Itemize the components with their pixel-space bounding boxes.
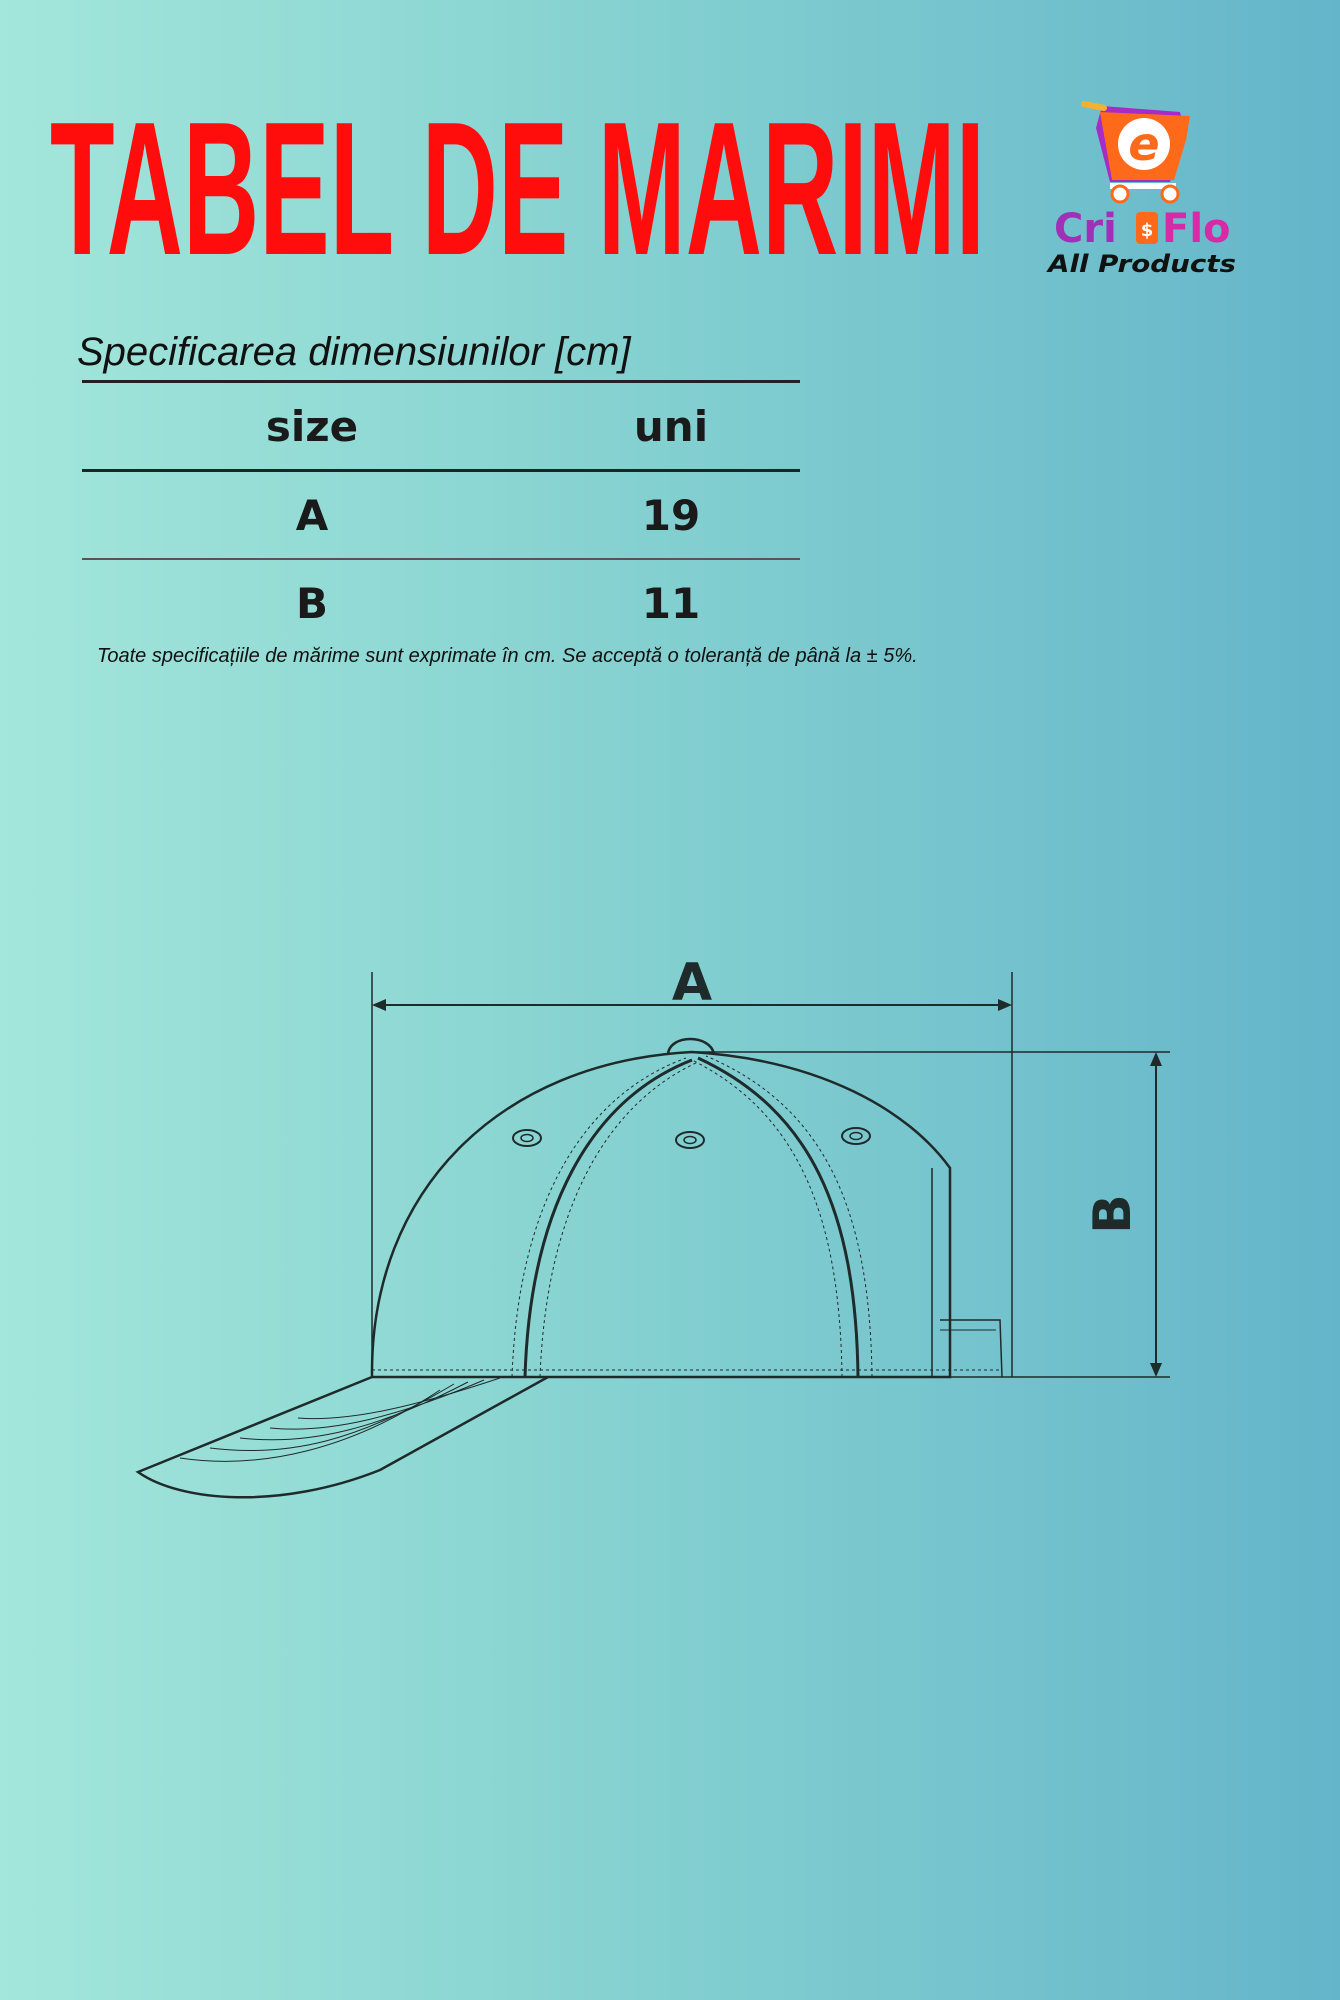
dimension-b-label: B: [1083, 1194, 1143, 1234]
page-title: [50, 78, 1010, 278]
page-title-text: TABEL DE MARIMI: [50, 83, 985, 278]
spec-subtitle: Specificarea dimensiunilor [cm]: [77, 330, 631, 374]
size-table: [82, 380, 800, 646]
tolerance-note: Toate specificațiile de mărime sunt exprimate în cm. Se acceptă o toleranță de până la ± 5%.: [97, 645, 918, 667]
price-tag-icon: [1136, 212, 1158, 244]
brand-tagline: All Products: [1045, 250, 1236, 278]
brand-name-left: Cri: [1054, 206, 1117, 252]
column-header-size: size: [82, 382, 542, 471]
cap-diagram: [120, 950, 1220, 1530]
table-row: [82, 559, 800, 646]
brand-logo: [1040, 96, 1260, 286]
svg-text:e: e: [1128, 117, 1160, 171]
size-cell: A: [82, 471, 542, 560]
size-cell: B: [295, 578, 328, 628]
value-cell: 19: [542, 471, 800, 560]
dimension-a-label: A: [671, 953, 713, 1013]
column-header-uni: uni: [542, 382, 800, 471]
dimension-a-arrow: [372, 972, 1012, 1377]
table-row: [82, 471, 800, 560]
cart-logo-icon: [1084, 104, 1190, 202]
brand-name-right: Flo: [1162, 206, 1231, 252]
value-cell: 11: [641, 578, 701, 628]
baseball-cap-icon: [138, 1039, 1170, 1497]
svg-text:$: $: [1140, 220, 1154, 241]
table-header-row: [82, 382, 800, 471]
